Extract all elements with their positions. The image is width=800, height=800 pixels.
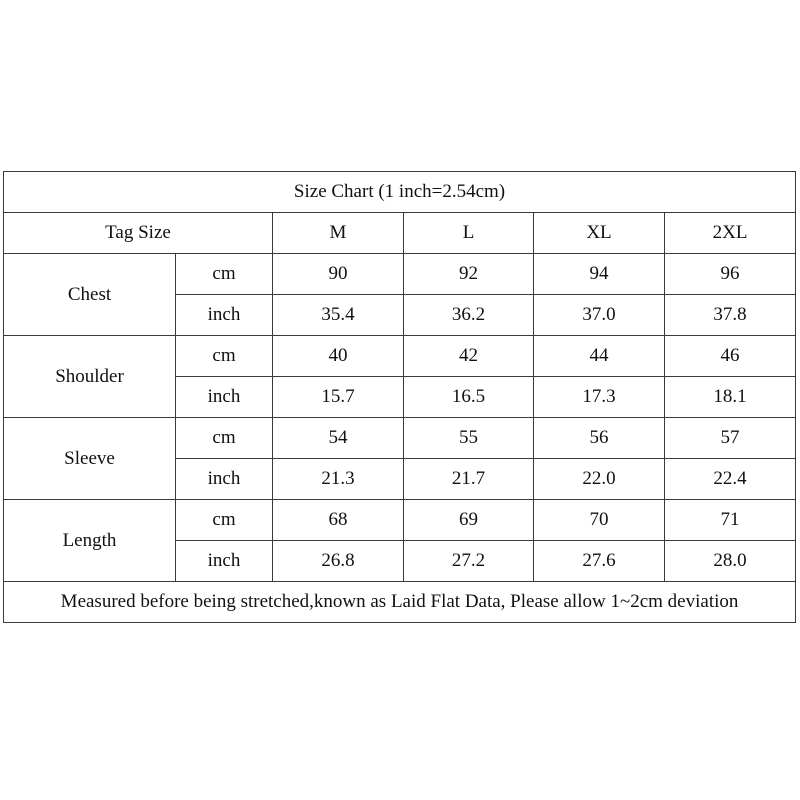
- note-row: [4, 582, 796, 623]
- unit-label: inch: [176, 295, 273, 336]
- table-cell: 42: [404, 336, 534, 377]
- unit-label: cm: [176, 500, 273, 541]
- table-cell: 40: [273, 336, 404, 377]
- table-cell: 26.8: [273, 541, 404, 582]
- table-cell: 27.2: [404, 541, 534, 582]
- table-cell: 21.3: [273, 459, 404, 500]
- measure-name-shoulder: Shoulder: [4, 336, 176, 418]
- title-row: [4, 172, 796, 213]
- table-cell: 57: [665, 418, 796, 459]
- table-cell: 71: [665, 500, 796, 541]
- table-cell: 56: [534, 418, 665, 459]
- table-cell: 96: [665, 254, 796, 295]
- table-cell: 54: [273, 418, 404, 459]
- table-cell: 37.0: [534, 295, 665, 336]
- measure-name-sleeve: Sleeve: [4, 418, 176, 500]
- size-header-2xl: 2XL: [665, 213, 796, 254]
- table-title: Size Chart (1 inch=2.54cm): [4, 172, 796, 213]
- tag-size-label: Tag Size: [4, 213, 273, 254]
- header-row: [4, 213, 796, 254]
- unit-label: inch: [176, 377, 273, 418]
- table-cell: 27.6: [534, 541, 665, 582]
- size-header-xl: XL: [534, 213, 665, 254]
- table-cell: 68: [273, 500, 404, 541]
- unit-label: inch: [176, 459, 273, 500]
- table-cell: 90: [273, 254, 404, 295]
- table-cell: 15.7: [273, 377, 404, 418]
- table-cell: 37.8: [665, 295, 796, 336]
- table-cell: 55: [404, 418, 534, 459]
- unit-label: cm: [176, 254, 273, 295]
- table-footnote: Measured before being stretched,known as Laid Flat Data, Please allow 1~2cm deviation: [4, 582, 796, 623]
- table-cell: 46: [665, 336, 796, 377]
- table-cell: 16.5: [404, 377, 534, 418]
- unit-label: inch: [176, 541, 273, 582]
- size-header-m: M: [273, 213, 404, 254]
- table-row: [4, 500, 796, 541]
- table-row: [4, 418, 796, 459]
- table-cell: 22.4: [665, 459, 796, 500]
- table-cell: 70: [534, 500, 665, 541]
- measure-name-length: Length: [4, 500, 176, 582]
- unit-label: cm: [176, 336, 273, 377]
- table-cell: 22.0: [534, 459, 665, 500]
- table-cell: 69: [404, 500, 534, 541]
- table-cell: 21.7: [404, 459, 534, 500]
- table-cell: 18.1: [665, 377, 796, 418]
- table-cell: 17.3: [534, 377, 665, 418]
- unit-label: cm: [176, 418, 273, 459]
- table-row: [4, 336, 796, 377]
- table-cell: 92: [404, 254, 534, 295]
- measure-name-chest: Chest: [4, 254, 176, 336]
- table-cell: 36.2: [404, 295, 534, 336]
- size-chart-table: [3, 171, 796, 623]
- table-cell: 94: [534, 254, 665, 295]
- size-header-l: L: [404, 213, 534, 254]
- table-cell: 35.4: [273, 295, 404, 336]
- table-cell: 44: [534, 336, 665, 377]
- table-cell: 28.0: [665, 541, 796, 582]
- table-row: [4, 254, 796, 295]
